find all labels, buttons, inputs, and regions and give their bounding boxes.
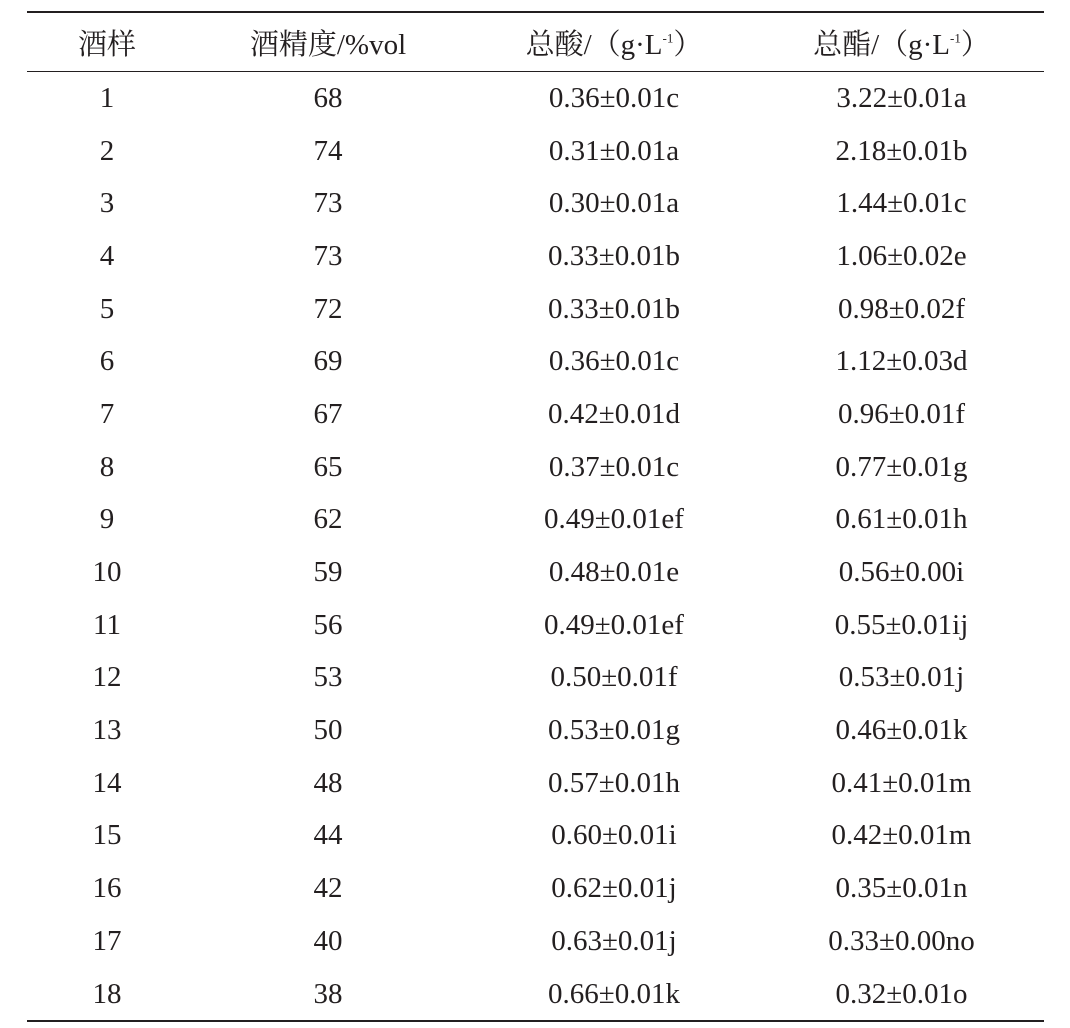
cell-alcohol: 38 (313, 977, 343, 1010)
cell-alcohol: 73 (313, 187, 343, 220)
table-row (27, 441, 1044, 494)
cell-total-ester: 0.46±0.01k (835, 714, 968, 747)
cell-alcohol: 40 (313, 924, 343, 957)
header-total-ester-close: ） (960, 28, 990, 61)
cell-total-acid: 0.36±0.01c (548, 81, 680, 114)
cell-sample: 11 (93, 608, 121, 641)
cell-total-acid: 0.66±0.01k (548, 977, 680, 1010)
cell-sample: 8 (99, 450, 115, 483)
cell-total-acid: 0.33±0.01b (548, 239, 680, 272)
cell-total-acid: 0.33±0.01b (548, 292, 680, 325)
cell-total-ester: 0.42±0.01m (831, 819, 972, 852)
cell-total-ester: 1.44±0.01c (836, 187, 967, 220)
header-total-acid (469, 12, 759, 72)
cell-alcohol: 67 (313, 397, 343, 430)
header-total-ester-text: 总酯/（g·L (813, 28, 951, 61)
cell-total-ester: 3.22±0.01a (836, 81, 967, 114)
cell-total-ester: 1.12±0.03d (835, 345, 968, 378)
header-alcohol: 酒精度/%vol (249, 28, 407, 61)
cell-sample: 17 (92, 924, 122, 957)
header-sample: 酒样 (77, 28, 136, 61)
cell-alcohol: 68 (313, 81, 343, 114)
cell-sample: 2 (99, 134, 115, 167)
cell-sample: 4 (99, 239, 115, 272)
table-row (27, 388, 1044, 441)
table-row (27, 915, 1044, 968)
table-row (27, 335, 1044, 388)
cell-total-acid: 0.50±0.01f (550, 661, 678, 694)
cell-total-ester: 0.53±0.01j (838, 661, 965, 694)
cell-total-acid: 0.60±0.01i (551, 819, 677, 852)
cell-sample: 16 (92, 872, 122, 905)
cell-alcohol: 59 (313, 556, 343, 589)
data-table-container (27, 11, 1044, 1022)
table-row (27, 599, 1044, 652)
cell-alcohol: 53 (313, 661, 343, 694)
cell-total-ester: 0.56±0.00i (838, 556, 965, 589)
cell-total-acid: 0.30±0.01a (548, 187, 680, 220)
cell-total-ester: 0.41±0.01m (831, 766, 972, 799)
header-total-ester (759, 12, 1044, 72)
table-row (27, 177, 1044, 230)
cell-total-acid: 0.62±0.01j (551, 872, 677, 905)
cell-total-acid: 0.42±0.01d (548, 397, 680, 430)
cell-sample: 10 (92, 556, 122, 589)
cell-total-acid: 0.48±0.01e (548, 556, 680, 589)
cell-alcohol: 44 (313, 819, 343, 852)
table-row (27, 652, 1044, 705)
cell-total-acid: 0.31±0.01a (548, 134, 680, 167)
cell-total-acid: 0.37±0.01c (548, 450, 680, 483)
cell-sample: 6 (99, 345, 115, 378)
cell-total-acid: 0.49±0.01ef (544, 503, 684, 536)
cell-total-acid: 0.63±0.01j (551, 924, 677, 957)
cell-total-ester: 0.32±0.01o (835, 977, 968, 1010)
table-row (27, 72, 1044, 125)
cell-total-ester: 0.33±0.00no (828, 924, 975, 957)
cell-alcohol: 56 (313, 608, 343, 641)
cell-alcohol: 50 (313, 714, 343, 747)
table-row (27, 494, 1044, 547)
cell-sample: 15 (92, 819, 122, 852)
cell-total-ester: 1.06±0.02e (836, 239, 967, 272)
table-row (27, 125, 1044, 178)
cell-alcohol: 72 (313, 292, 343, 325)
cell-total-ester: 0.77±0.01g (835, 450, 968, 483)
cell-alcohol: 65 (313, 450, 343, 483)
table-row (27, 546, 1044, 599)
cell-alcohol: 73 (313, 239, 343, 272)
table-row (27, 862, 1044, 915)
table-body (27, 72, 1044, 1022)
header-total-ester-exponent: -1 (950, 29, 961, 45)
table-row (27, 230, 1044, 283)
data-table (27, 11, 1044, 1022)
table-row (27, 810, 1044, 863)
cell-sample: 1 (99, 81, 115, 114)
header-row (27, 12, 1044, 72)
cell-total-ester: 0.55±0.01ij (834, 608, 969, 641)
table-row (27, 757, 1044, 810)
cell-alcohol: 62 (313, 503, 343, 536)
cell-sample: 5 (99, 292, 115, 325)
cell-sample: 13 (92, 714, 122, 747)
cell-sample: 14 (92, 766, 122, 799)
cell-sample: 3 (99, 187, 115, 220)
cell-total-ester: 0.35±0.01n (835, 872, 968, 905)
cell-total-acid: 0.49±0.01ef (544, 608, 684, 641)
cell-sample: 7 (99, 397, 115, 430)
table-header (27, 12, 1044, 72)
table-row (27, 968, 1044, 1022)
cell-alcohol: 48 (313, 766, 343, 799)
header-total-acid-close: ） (673, 28, 703, 61)
cell-total-acid: 0.57±0.01h (548, 766, 680, 799)
cell-total-ester: 0.96±0.01f (837, 397, 966, 430)
table-row (27, 704, 1044, 757)
cell-total-ester: 2.18±0.01b (835, 134, 968, 167)
cell-sample: 12 (92, 661, 122, 694)
cell-alcohol: 42 (313, 872, 343, 905)
cell-alcohol: 74 (313, 134, 343, 167)
cell-alcohol: 69 (313, 345, 343, 378)
header-total-acid-exponent: -1 (662, 29, 674, 45)
header-total-acid-text: 总酸/（g·L (525, 28, 663, 61)
cell-total-acid: 0.53±0.01g (548, 714, 680, 747)
cell-total-acid: 0.36±0.01c (548, 345, 680, 378)
table-row (27, 283, 1044, 336)
cell-total-ester: 0.61±0.01h (835, 503, 968, 536)
cell-sample: 18 (92, 977, 122, 1010)
cell-sample: 9 (99, 503, 115, 536)
cell-total-ester: 0.98±0.02f (837, 292, 966, 325)
